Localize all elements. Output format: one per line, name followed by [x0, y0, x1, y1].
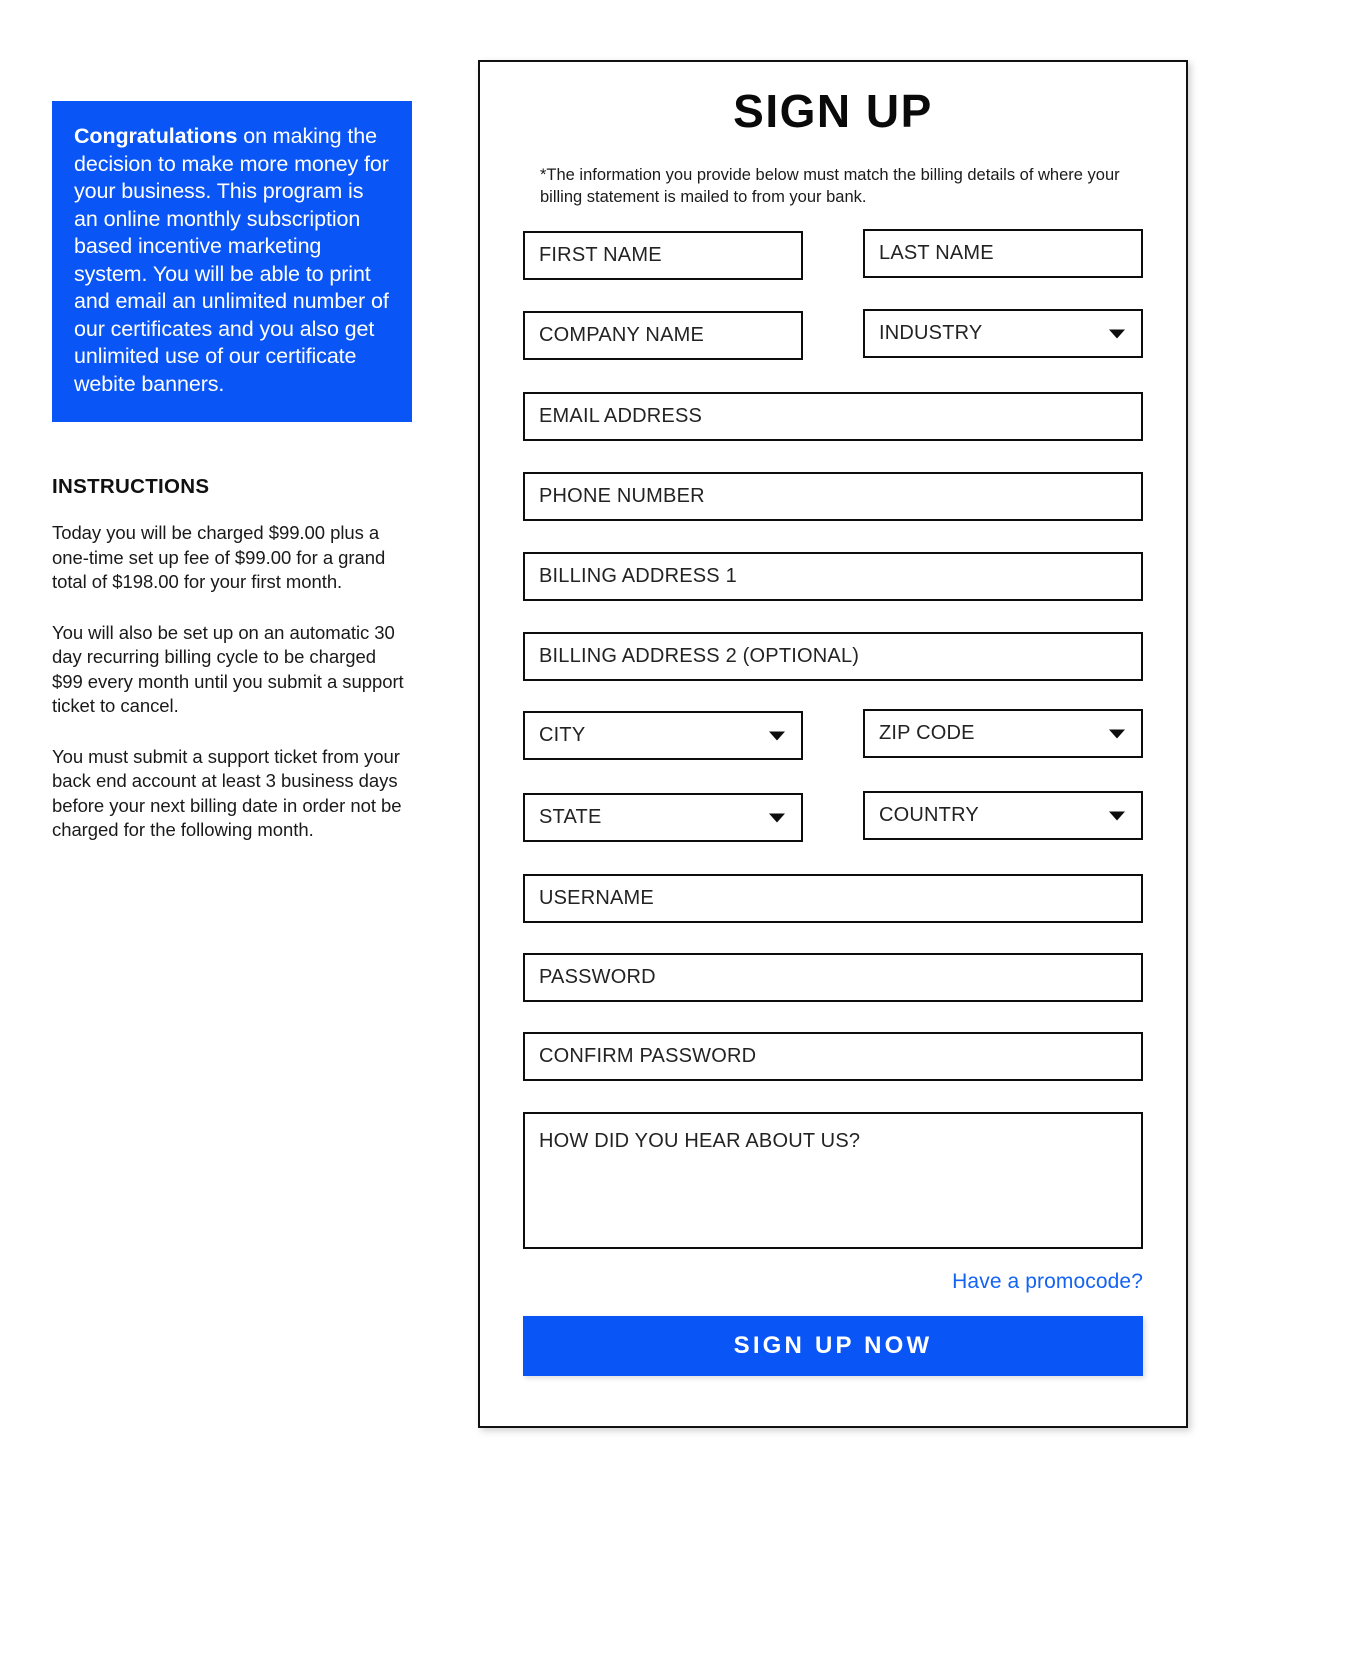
billing-address-2-input[interactable]	[523, 632, 1143, 681]
congratulations-text	[74, 123, 390, 398]
email-address-label: EMAIL ADDRESS	[539, 405, 703, 427]
page-title: SIGN UP	[733, 85, 933, 137]
chevron-down-icon	[1109, 729, 1125, 738]
spacer	[523, 923, 1143, 953]
zip-code-label: ZIP CODE	[879, 722, 975, 744]
billing-match-note: *The information you provide below must match the billing details of where your billing statement is mailed to from your bank.	[540, 166, 1120, 206]
company-name-label: COMPANY NAME	[539, 324, 705, 346]
form-fields	[480, 231, 1186, 1249]
spacer	[523, 441, 1143, 472]
last-name-input[interactable]	[863, 229, 1143, 278]
phone-number-input[interactable]	[523, 472, 1143, 521]
sign-up-now-button[interactable]: SIGN UP NOW	[523, 1316, 1143, 1376]
city-label: CITY	[539, 724, 586, 746]
email-address-input[interactable]	[523, 392, 1143, 441]
instructions-paragraph-2: You will also be set up on an automatic 30 day recurring billing cycle to be charged $99 every month until you submit a support ticket to cancel.	[52, 621, 404, 716]
promocode-link[interactable]: Have a promocode?	[952, 1270, 1143, 1293]
state-label: STATE	[539, 806, 602, 828]
username-label: USERNAME	[539, 887, 654, 909]
phone-number-label: PHONE NUMBER	[539, 485, 705, 507]
spacer	[523, 521, 1143, 552]
industry-select[interactable]	[863, 309, 1143, 358]
spacer	[523, 760, 1143, 793]
billing-address-1-label: BILLING ADDRESS 1	[539, 565, 737, 587]
first-name-input[interactable]	[523, 231, 803, 280]
chevron-down-icon	[1109, 329, 1125, 338]
spacer	[523, 681, 1143, 711]
confirm-password-label: CONFIRM PASSWORD	[539, 1045, 757, 1067]
how-did-you-hear-textarea[interactable]	[523, 1112, 1143, 1249]
spacer	[523, 360, 1143, 392]
billing-address-2-label: BILLING ADDRESS 2 (OPTIONAL)	[539, 645, 860, 667]
chevron-down-icon	[1109, 811, 1125, 820]
city-select[interactable]	[523, 711, 803, 760]
instructions-paragraph-1: Today you will be charged $99.00 plus a one-time set up fee of $99.00 for a grand total of $198.00 for your first month.	[52, 522, 386, 592]
instructions-heading: INSTRUCTIONS	[52, 475, 210, 498]
left-column	[52, 101, 412, 843]
congratulations-lead: Congratulations	[74, 124, 238, 148]
how-did-you-hear-label: HOW DID YOU HEAR ABOUT US?	[539, 1130, 861, 1152]
zip-code-select[interactable]	[863, 709, 1143, 758]
chevron-down-icon	[769, 731, 785, 740]
company-name-input[interactable]	[523, 311, 803, 360]
city-zip-row	[523, 711, 1143, 760]
country-select[interactable]	[863, 791, 1143, 840]
signup-form-card	[478, 60, 1188, 1428]
submit-row	[480, 1316, 1186, 1376]
last-name-label: LAST NAME	[879, 242, 994, 264]
spacer	[523, 842, 1143, 874]
name-row	[523, 231, 1143, 280]
congratulations-body: on making the decision to make more money for your business. This program is an online monthly subscription based incentive marketing system. You will be able to print and email an unlimited number of our certificates and you also get unlimited use of our certificate webite banners.	[74, 124, 389, 396]
company-industry-row	[523, 311, 1143, 360]
spacer	[523, 280, 1143, 311]
instructions-paragraph-3: You must submit a support ticket from your back end account at least 3 business days before your next billing date in order not be charged for the following month.	[52, 745, 402, 840]
state-country-row	[523, 793, 1143, 842]
promocode-row	[480, 1270, 1186, 1294]
spacer	[523, 1002, 1143, 1032]
first-name-label: FIRST NAME	[539, 244, 662, 266]
industry-label: INDUSTRY	[879, 322, 983, 344]
username-input[interactable]	[523, 874, 1143, 923]
congratulations-callout	[52, 101, 412, 422]
password-input[interactable]	[523, 953, 1143, 1002]
spacer	[523, 601, 1143, 632]
confirm-password-input[interactable]	[523, 1032, 1143, 1081]
chevron-down-icon	[769, 813, 785, 822]
country-label: COUNTRY	[879, 804, 979, 826]
billing-address-1-input[interactable]	[523, 552, 1143, 601]
password-label: PASSWORD	[539, 966, 656, 988]
spacer	[523, 1081, 1143, 1112]
state-select[interactable]	[523, 793, 803, 842]
